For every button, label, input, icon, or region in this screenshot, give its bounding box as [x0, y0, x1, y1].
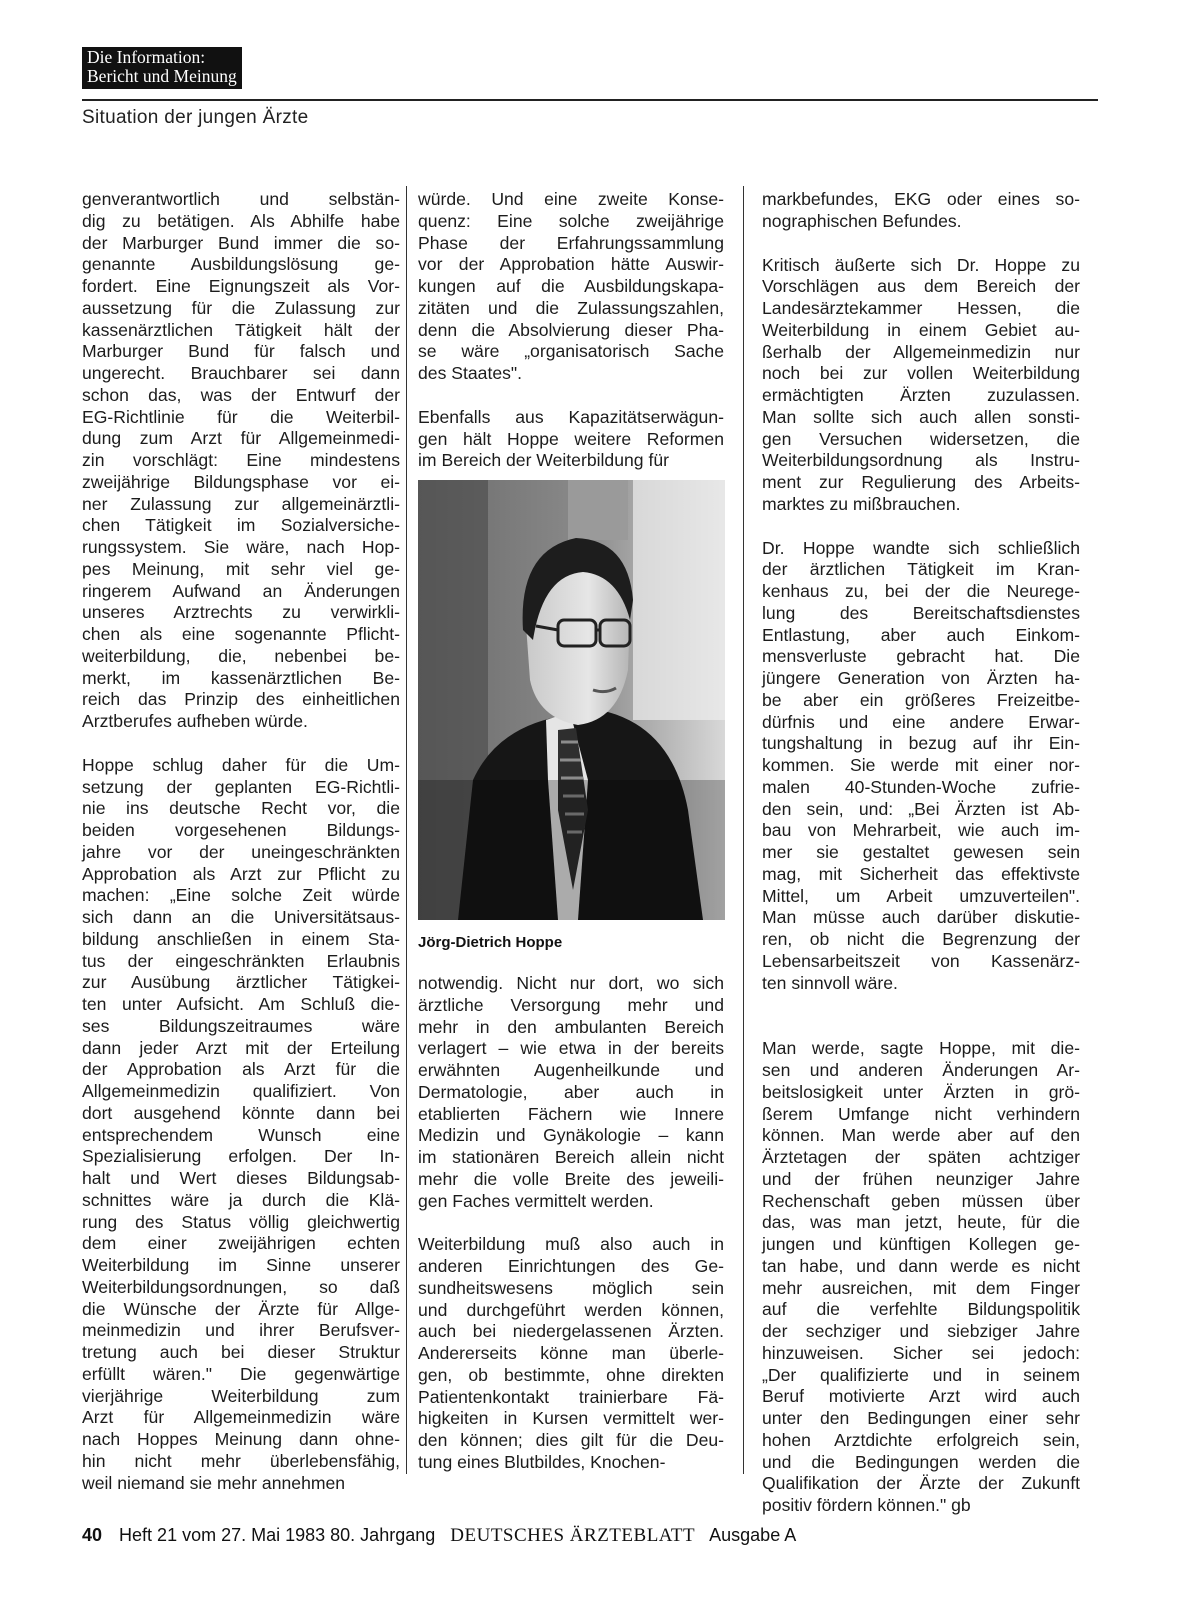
text-line: und der frühen neunziger Jahre [762, 1168, 1080, 1189]
text-line: die Wünsche der Ärzte für Allge- [82, 1298, 400, 1319]
text-line: denn die Absolvierung dieser Pha- [418, 319, 724, 340]
text-line: weil niemand sie mehr annehmen [82, 1472, 346, 1493]
text-line: marktes zu mißbrauchen. [762, 493, 961, 514]
portrait-image [418, 480, 725, 920]
text-line: Medizin und Gynäkologie – kann [418, 1125, 724, 1146]
text-line: dung zum Arzt für Allgemeinmedi- [82, 428, 400, 449]
section-tag [82, 47, 242, 89]
text-line: Man werde, sagte Hoppe, mit die- [762, 1038, 1080, 1059]
text-line: sich dann an die Universitätsaus- [82, 907, 400, 927]
text-line: im stationären Bereich allein nicht [418, 1147, 724, 1167]
text-line: mag, mit Sicherheit das effektivste [762, 863, 1080, 884]
text-line: rung des Status völlig gleichwertig [82, 1211, 400, 1232]
text-line: der Approbation als Arzt für die [82, 1059, 400, 1080]
article-column-2-top [418, 189, 724, 472]
photo-caption: Jörg-Dietrich Hoppe [418, 934, 563, 951]
text-line: jungen und künftigen Kollegen ge- [762, 1234, 1080, 1254]
paragraph-gap [762, 516, 1080, 538]
text-line: tus der eingeschränkten Erlaubnis [82, 950, 400, 971]
text-line: Patientenkontakt trainierbare Fä- [418, 1386, 724, 1407]
text-line: halt und Wert dieses Bildungsab- [82, 1168, 400, 1188]
text-line: erfüllt wären." Die gegenwärtige [82, 1363, 400, 1384]
page-footer [82, 1525, 796, 1547]
text-line: aussetzung für die Zulassung zur [82, 297, 400, 318]
text-line: ner Zulassung zur allgemeinärztli- [82, 493, 400, 514]
text-line: ärztliche Versorgung mehr und [418, 994, 724, 1015]
text-line: im Bereich der Weiterbildung für [418, 450, 669, 471]
text-line: genverantwortlich und selbstän- [82, 189, 400, 209]
text-line: mehr die volle Breite des jeweili- [418, 1168, 724, 1189]
text-line: Weiterbildung im Sinne unserer [82, 1255, 400, 1275]
text-line: würde. Und eine zweite Konse- [418, 189, 724, 209]
text-line: zin vorschlägt: Eine mindestens [82, 450, 400, 470]
text-line: unseres Arztrechts zu verwirkli- [82, 602, 400, 623]
text-line: Phase der Erfahrungssammlung [418, 232, 724, 253]
paragraph-gap [418, 1212, 724, 1234]
text-line: etablierten Fächern wie Innere [418, 1103, 724, 1124]
paragraph-gap [762, 233, 1080, 255]
text-line: notwendig. Nicht nur dort, wo sich [418, 973, 724, 993]
text-line: gen hält Hoppe weitere Reformen [418, 428, 724, 449]
text-line: Qualifikation der Ärzte der Zukunft [762, 1473, 1080, 1494]
text-line: setzung der geplanten EG-Richtli- [82, 776, 400, 797]
text-line: Dr. Hoppe wandte sich schließlich [762, 537, 1080, 558]
text-line: nie ins deutsche Recht vor, die [82, 798, 400, 819]
text-line: malen 40-Stunden-Woche zufrie- [762, 776, 1080, 797]
text-line: Kritisch äußerte sich Dr. Hoppe zu [762, 254, 1080, 275]
text-line: fordert. Eine Eignungszeit als Vor- [82, 276, 400, 296]
text-line: merkt, im kassenärztlichen Be- [82, 667, 400, 688]
text-line: Man müsse auch darüber diskutie- [762, 907, 1080, 928]
text-line: sen und anderen Änderungen Ar- [762, 1060, 1080, 1080]
text-line: ßerem Umfange nicht verhindern [762, 1103, 1080, 1124]
text-line: Weiterbildungsordnungen, so daß [82, 1276, 400, 1297]
running-title: Situation der jungen Ärzte [82, 107, 309, 128]
text-line: Approbation als Arzt zur Pflicht zu [82, 863, 400, 884]
text-line: dig zu betätigen. Als Abhilfe habe [82, 210, 400, 231]
text-line: tung eines Blutbildes, Knochen- [418, 1451, 666, 1472]
text-line: entsprechendem Wunsch eine [82, 1124, 400, 1145]
text-line: ren, ob nicht die Begrenzung der [762, 929, 1080, 949]
text-line: Lebensarbeitszeit von Kassenärz- [762, 950, 1080, 971]
text-line: zweijährige Bildungsphase vor ei- [82, 471, 400, 492]
text-line: ses Bildungszeitraumes wäre [82, 1015, 400, 1036]
text-line: gen, ob bestimmte, ohne direkten [418, 1364, 724, 1385]
text-line: quenz: Eine solche zweijährige [418, 210, 724, 231]
text-line: und die Bedingungen werden die [762, 1451, 1080, 1472]
text-line: der sechziger und siebziger Jahre [762, 1321, 1080, 1341]
text-line: hohen Arztdichte erfolgreich sein, [762, 1429, 1080, 1450]
text-line: lung des Bereitschaftsdienstes [762, 602, 1080, 623]
text-line: können. Man werde aber auf den [762, 1125, 1080, 1146]
text-line: Beruf motivierte Arzt wird auch [762, 1386, 1080, 1407]
header-rule [82, 99, 1098, 101]
text-line: ringerem Aufwand an Änderungen [82, 580, 400, 601]
text-line: Rechenschaft geben müssen über [762, 1190, 1080, 1211]
text-line: be aber ein größeres Freizeitbe- [762, 689, 1080, 710]
text-line: genannte Ausbildungslösung ge- [82, 254, 400, 275]
text-line: mehr in den ambulanten Bereich [418, 1016, 724, 1037]
text-line: mehr ausreichen, mit dem Finger [762, 1277, 1080, 1298]
text-line: und durchgeführt werden können, [418, 1299, 724, 1320]
text-line: Man sollte sich auch allen sonsti- [762, 406, 1080, 427]
text-line: gen Faches vermittelt werden. [418, 1190, 654, 1211]
text-line: Weiterbildung in einem Gebiet au- [762, 319, 1080, 340]
text-line: Arzt für Allgemeinmedizin wäre [82, 1407, 400, 1428]
text-line: das, was man jetzt, heute, für die [762, 1212, 1080, 1233]
text-line: beiden vorgesehenen Bildungs- [82, 820, 400, 840]
text-line: beitslosigkeit unter Ärzten in grö- [762, 1081, 1080, 1102]
text-line: zur Ausübung ärztlicher Tätigkei- [82, 972, 400, 993]
text-line: Dermatologie, aber auch in [418, 1081, 724, 1102]
column-divider-1 [406, 186, 407, 1474]
text-line: se wäre „organisatorisch Sache [418, 341, 724, 362]
text-line: Ärztetagen der späten achtziger [762, 1147, 1080, 1167]
text-line: higkeiten in Kursen vermittelt wer- [418, 1408, 724, 1429]
text-line: des Staates". [418, 363, 523, 383]
text-line: chen als eine sogenannte Pflicht- [82, 624, 400, 644]
text-line: dem einer zweijährigen echten [82, 1233, 400, 1254]
text-line: schnittes wäre ja durch die Klä- [82, 1189, 400, 1210]
text-line: Ebenfalls aus Kapazitätserwägun- [418, 406, 724, 427]
text-line: dort ausgehend könnte dann bei [82, 1102, 400, 1123]
text-line: positiv fördern können." gb [762, 1495, 971, 1515]
text-line: gen Versuchen widersetzen, die [762, 428, 1080, 449]
text-line: nographischen Befundes. [762, 210, 962, 231]
text-line: rungssystem. Sie wäre, nach Hop- [82, 537, 400, 557]
text-line: hinzuweisen. Sicher sei jedoch: [762, 1342, 1080, 1363]
text-line: vor der Approbation hätte Auswir- [418, 254, 724, 275]
text-line: bau von Mehrarbeit, wie auch im- [762, 820, 1080, 841]
text-line: anderen Einrichtungen des Ge- [418, 1256, 724, 1276]
text-line: jüngere Generation von Ärzten ha- [762, 668, 1080, 688]
article-column-1 [82, 189, 400, 1494]
text-line: unter den Bedingungen einer sehr [762, 1408, 1080, 1428]
text-line: tungshaltung in bezug auf ihr Ein- [762, 733, 1080, 754]
text-line: den können; dies gilt für die Deu- [418, 1430, 724, 1450]
text-line: mensverluste gebracht hat. Die [762, 646, 1080, 667]
text-line: vierjährige Weiterbildung zum [82, 1385, 400, 1406]
text-line: hin nicht mehr überlebensfähig, [82, 1450, 400, 1471]
text-line: tan habe, und dann werde es nicht [762, 1255, 1080, 1276]
text-line: bildung anschließen in einem Sta- [82, 928, 400, 949]
article-column-2-bottom [418, 973, 724, 1474]
masthead: DEUTSCHES ÄRZTEBLATT [450, 1525, 696, 1546]
text-line: auf die verfehlte Bildungspolitik [762, 1299, 1080, 1320]
text-line: kenhaus zu, bei der die Neurege- [762, 581, 1080, 601]
text-line: reich das Prinzip des einheitlichen [82, 689, 400, 710]
text-line: auch bei niedergelassenen Ärzten. [418, 1321, 724, 1342]
text-line: pes Meinung, mit sehr viel ge- [82, 558, 400, 579]
text-line: Arztberufes aufheben würde. [82, 711, 308, 731]
edition: Ausgabe A [709, 1525, 797, 1545]
text-line: erwähnten Augenheilkunde und [418, 1060, 724, 1080]
text-line: EG-Richtlinie für die Weiterbil- [82, 406, 400, 427]
section-tag-line1: Die Information: [87, 47, 206, 67]
text-line: Marburger Bund für falsch und [82, 341, 400, 362]
text-line: kassenärztlichen Tätigkeit hält der [82, 319, 400, 340]
text-line: nach Hoppes Meinung dann ohne- [82, 1429, 400, 1449]
text-line: ment zur Regulierung des Arbeits- [762, 472, 1080, 492]
text-line: verlagert – wie etwa in der bereits [418, 1038, 724, 1059]
text-line: chen Tätigkeit im Sozialversiche- [82, 515, 400, 536]
text-line: markbefundes, EKG oder eines so- [762, 189, 1080, 209]
text-line: ßerhalb der Allgemeinmedizin nur [762, 341, 1080, 362]
text-line: mer sie gestaltet gewesen sein [762, 842, 1080, 862]
text-line: der Marburger Bund immer die so- [82, 232, 400, 253]
text-line: den sein, und: „Bei Ärzten ist Ab- [762, 798, 1080, 819]
text-line: „Der qualifizierte und in seinem [762, 1364, 1080, 1385]
text-line: weiterbildung, die, nebenbei be- [82, 645, 400, 666]
paragraph-gap [82, 733, 400, 755]
text-line: tretung auch bei dieser Struktur [82, 1342, 400, 1362]
text-line: Weiterbildung muß also auch in [418, 1234, 724, 1255]
text-line: ermächtigten Ärzten zuzulassen. [762, 385, 1080, 405]
text-line: kungen auf die Ausbildungskapa- [418, 276, 724, 296]
issue-info: Heft 21 vom 27. Mai 1983 80. Jahrgang [119, 1525, 436, 1545]
text-line: Hoppe schlug daher für die Um- [82, 754, 400, 775]
article-column-3 [762, 189, 1080, 1517]
text-line: ten unter Aufsicht. Am Schluß die- [82, 994, 400, 1014]
text-line: zitäten und die Zulassungszahlen, [418, 297, 724, 318]
text-line: Andererseits könne man überle- [418, 1343, 724, 1363]
portrait-photo [418, 480, 725, 920]
text-line: Allgemeinmedizin qualifiziert. Von [82, 1081, 400, 1101]
text-line: noch bei zur vollen Weiterbildung [762, 363, 1080, 384]
text-line: sundheitswesens möglich sein [418, 1277, 724, 1298]
text-line: Mittel, um Arbeit umzuverteilen". [762, 885, 1080, 906]
text-line: Weiterbildungsordnung als Instru- [762, 450, 1080, 471]
text-line: der ärztlichen Tätigkeit im Kran- [762, 559, 1080, 580]
column-divider-2 [743, 186, 744, 1474]
page-number: 40 [82, 1525, 103, 1545]
text-line: Entlastung, aber auch Einkom- [762, 624, 1080, 645]
text-line: Spezialisierung erfolgen. Der In- [82, 1146, 400, 1167]
section-tag-line2: Bericht und Meinung [87, 66, 237, 86]
text-line: schon das, was der Entwurf der [82, 384, 400, 405]
text-line: machen: „Eine solche Zeit würde [82, 885, 400, 906]
text-line: ten sinnvoll wäre. [762, 972, 898, 993]
text-line: dürfnis und eine andere Erwar- [762, 711, 1080, 732]
text-line: kommen. Sie werde mit einer nor- [762, 755, 1080, 775]
text-line: meinmedizin und ihrer Berufsver- [82, 1320, 400, 1341]
paragraph-gap [418, 385, 724, 407]
paragraph-gap [762, 994, 1080, 1016]
text-line: Vorschlägen aus dem Bereich der [762, 276, 1080, 297]
text-line: dann jeder Arzt mit der Erteilung [82, 1037, 400, 1058]
text-line: Landesärztekammer Hessen, die [762, 298, 1080, 318]
text-line: jahre vor der uneingeschränkten [82, 841, 400, 862]
text-line: ungerecht. Brauchbarer sei dann [82, 363, 400, 383]
paragraph-gap [762, 1016, 1080, 1038]
